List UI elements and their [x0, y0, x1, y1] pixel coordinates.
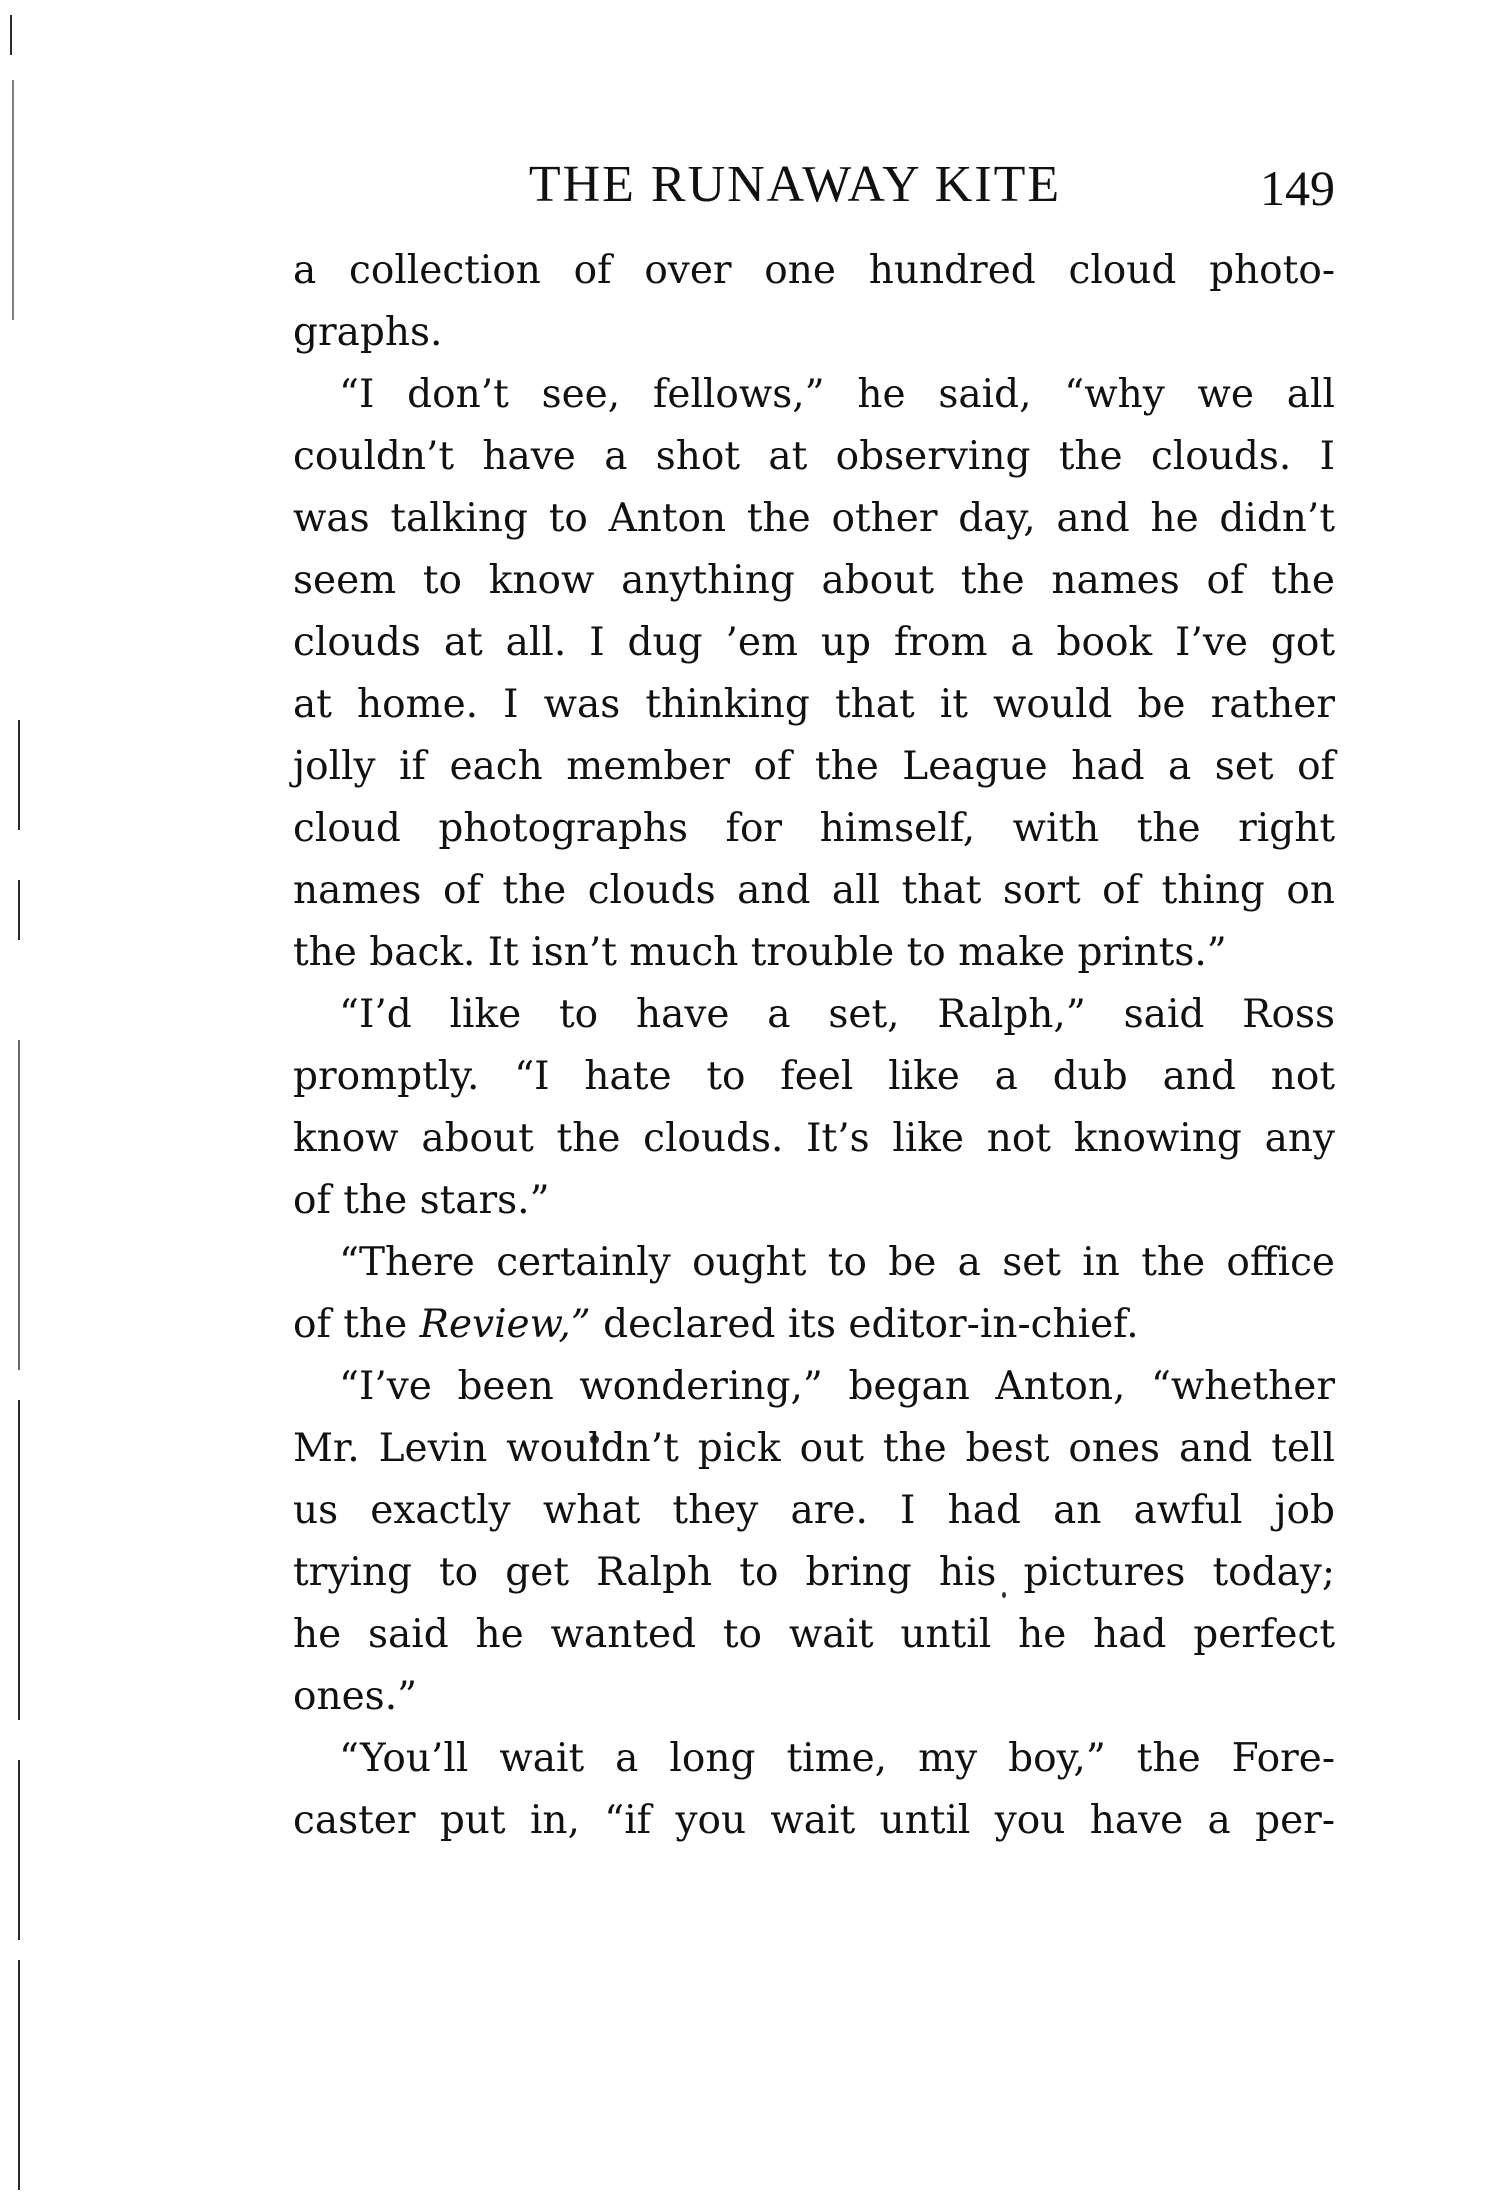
publication-title: Review,”	[419, 1302, 591, 1347]
text-line: he said he wanted to wait until he had perfect	[293, 1612, 1335, 1657]
text-line: “There certainly ought to be a set in the office	[339, 1240, 1335, 1285]
text-line: cloud photographs for himself, with the right	[293, 806, 1335, 851]
scan-edge-mark	[18, 880, 20, 940]
text-line: “You’ll wait a long time, my boy,” the Fore-	[339, 1736, 1335, 1781]
text-line: clouds at all. I dug ’em up from a book I’ve got	[293, 620, 1335, 665]
scan-edge-mark	[18, 1400, 20, 1720]
text-line: trying to get Ralph to bring his pictures today;	[293, 1550, 1335, 1595]
text-line: couldn’t have a shot at observing the clouds. I	[293, 434, 1335, 479]
text-line: was talking to Anton the other day, and he didn’t	[293, 496, 1335, 541]
text-line: seem to know anything about the names of the	[293, 558, 1335, 603]
text-line: promptly. “I hate to feel like a dub and not	[293, 1054, 1335, 1099]
text-line: ones.”	[293, 1674, 418, 1719]
running-header	[290, 155, 1335, 215]
text-line: know about the clouds. It’s like not knowing any	[293, 1116, 1335, 1161]
body-text	[293, 240, 1335, 1852]
text-line: Mr. Levin wouldn’t pick out the best ones and tell	[293, 1426, 1335, 1471]
scan-edge-mark	[18, 1960, 20, 2190]
running-title: THE RUNAWAY KITE	[528, 156, 1062, 213]
text-segment: declared its editor-in-chief.	[590, 1302, 1139, 1347]
text-line: jolly if each member of the League had a set of	[293, 744, 1335, 789]
scan-edge-mark	[18, 720, 20, 830]
text-line: “I’d like to have a set, Ralph,” said Ross	[339, 992, 1335, 1037]
text-line: a collection of over one hundred cloud photo-	[293, 248, 1335, 293]
page-number: 149	[1260, 160, 1335, 216]
text-line: “I don’t see, fellows,” he said, “why we all	[339, 372, 1335, 417]
text-line: us exactly what they are. I had an awful job	[293, 1488, 1335, 1533]
scan-edge-mark	[18, 1040, 20, 1370]
text-line: the back. It isn’t much trouble to make prints.”	[293, 930, 1227, 975]
text-line: at home. I was thinking that it would be rather	[293, 682, 1335, 727]
text-line	[293, 1294, 1335, 1356]
text-line: “I’ve been wondering,” began Anton, “whether	[339, 1364, 1335, 1409]
text-line: caster put in, “if you wait until you have a per-	[293, 1798, 1335, 1843]
text-line: of the stars.”	[293, 1178, 550, 1223]
text-segment: of the	[293, 1302, 420, 1347]
text-line: graphs.	[293, 310, 443, 355]
scan-edge-mark	[12, 80, 14, 320]
scan-edge-mark	[10, 15, 12, 55]
text-line: names of the clouds and all that sort of thing on	[293, 868, 1335, 913]
scan-edge-mark	[18, 1760, 20, 1940]
